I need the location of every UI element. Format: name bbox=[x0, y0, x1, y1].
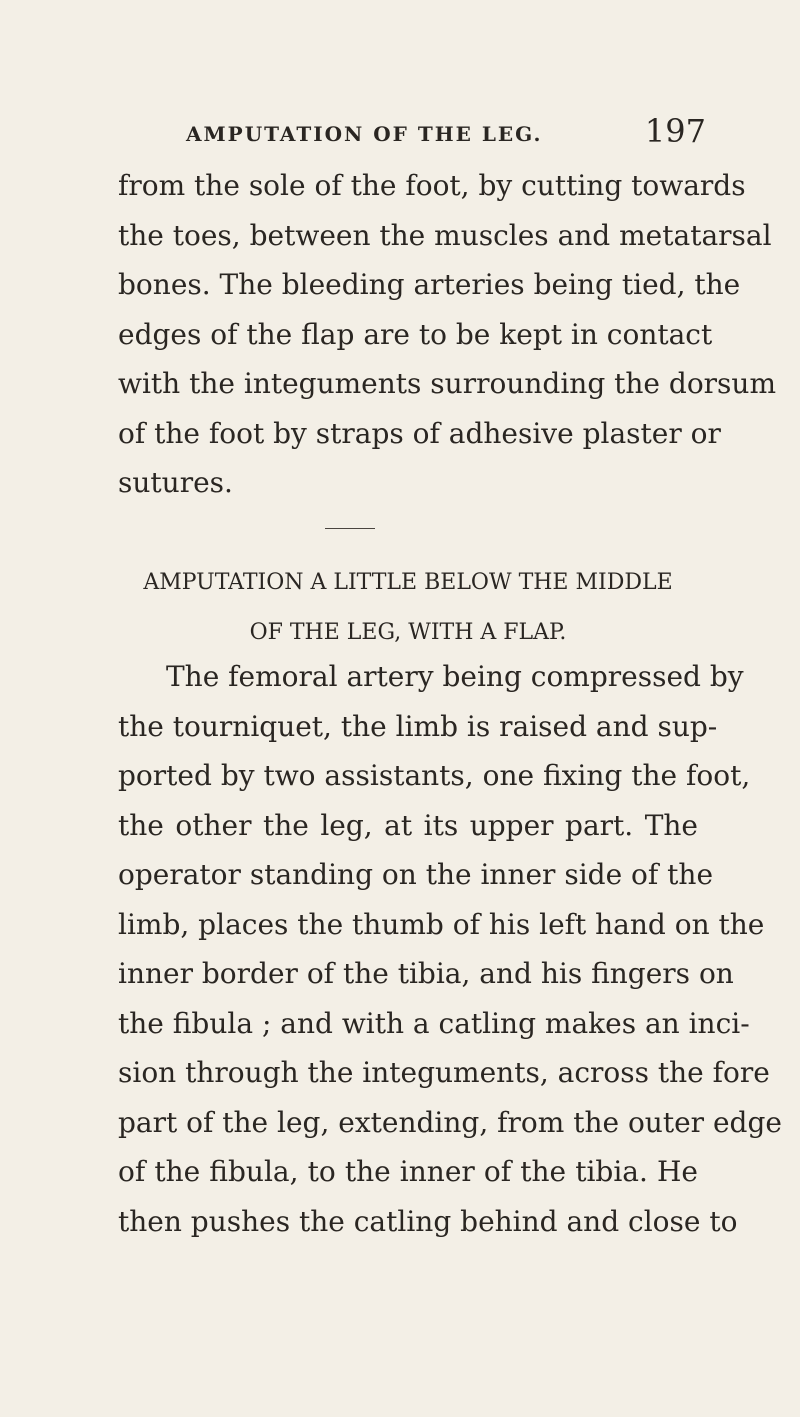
text-line: the tourniquet, the limb is raised and sup- bbox=[118, 709, 718, 743]
text-line: operator standing on the inner side of the bbox=[118, 858, 714, 891]
section-heading bbox=[118, 558, 698, 658]
text-line: of the foot by straps of adhesive plaster or bbox=[118, 416, 721, 450]
text-line: with the integuments surrounding the dorsum bbox=[118, 367, 777, 400]
text-line: ported by two assistants, one fixing the foot, bbox=[118, 759, 751, 792]
new-paragraph bbox=[118, 652, 782, 1246]
heading-line: AMPUTATION A LITTLE BELOW THE MIDDLE bbox=[143, 570, 673, 595]
text-line: inner border of the tibia, and his fingers on bbox=[118, 957, 734, 990]
text-line: part of the leg, extending, from the outer edge bbox=[118, 1105, 782, 1139]
text-line: the other the leg, at its upper part. The bbox=[118, 808, 698, 842]
text-line: the toes, between the muscles and metatarsal bbox=[118, 218, 772, 252]
heading-line: OF THE LEG, WITH A FLAP. bbox=[249, 620, 567, 645]
section-divider bbox=[325, 528, 375, 529]
text-line: sion through the integuments, across the fore bbox=[118, 1056, 770, 1089]
text-line: the fibula ; and with a catling makes an inci- bbox=[118, 1006, 750, 1040]
text-line: from the sole of the foot, by cutting towards bbox=[118, 169, 746, 202]
page-number: 197 bbox=[644, 112, 706, 150]
text-line: then pushes the catling behind and close to bbox=[118, 1204, 738, 1238]
text-line: of the fibula, to the inner of the tibia. He bbox=[118, 1155, 698, 1188]
running-head bbox=[186, 108, 706, 158]
text-line: edges of the flap are to be kept in contact bbox=[118, 317, 713, 351]
text-line: limb, places the thumb of his left hand on the bbox=[118, 907, 765, 941]
text-line: The femoral artery being compressed by bbox=[166, 660, 744, 693]
running-title: AMPUTATION OF THE LEG. bbox=[186, 122, 543, 146]
text-line: sutures. bbox=[118, 466, 233, 499]
continued-paragraph bbox=[118, 161, 777, 508]
text-line: bones. The bleeding arteries being tied, the bbox=[118, 268, 741, 301]
